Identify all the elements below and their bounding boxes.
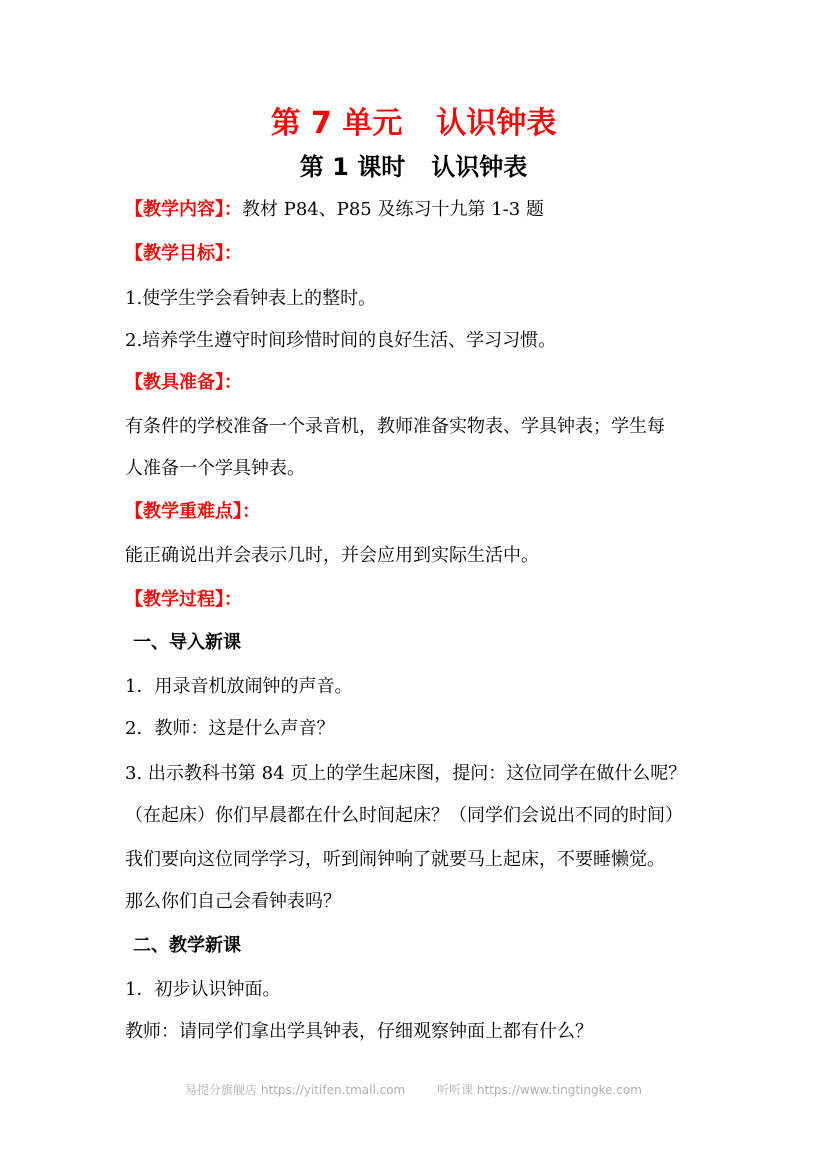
part-1-heading: 一、导入新课 [133, 632, 241, 653]
tools-heading: 【教具准备】： [125, 372, 242, 393]
content-heading: 【教学内容】： [125, 199, 242, 220]
goal-2: 2.培养学生遵守时间珍惜时间的良好生活、学习习惯。 [125, 330, 557, 351]
lesson-title [0, 152, 827, 182]
part-1-step-3-line-3: 我们要向这位同学学习，听到闹钟响了就要马上起床，不要睡懒觉。 [125, 849, 665, 870]
goal-1: 1.使学生学会看钟表上的整时。 [125, 288, 377, 309]
unit-title [0, 106, 827, 142]
focus-text: 能正确说出并会表示几时，并会应用到实际生活中。 [125, 545, 539, 566]
process-heading: 【教学过程】： [125, 589, 242, 610]
focus-heading: 【教学重难点】： [125, 501, 260, 522]
content-line [125, 198, 544, 222]
footer-watermark [0, 1082, 827, 1098]
lesson-number: 第 1 课时 [299, 153, 406, 181]
content-text: 教材 P84、P85 及练习十九第 1-3 题 [242, 199, 544, 220]
tools-line-1: 有条件的学校准备一个录音机，教师准备实物表、学具钟表；学生每 [125, 416, 665, 437]
goals-heading: 【教学目标】： [125, 243, 242, 264]
part-2-heading: 二、教学新课 [133, 935, 241, 956]
part-2-step-1-text: 教师：请同学们拿出学具钟表，仔细观察钟面上都有什么？ [125, 1021, 593, 1042]
footer-left-link[interactable]: 易提分旗舰店 https://yitifen.tmall.com [185, 1083, 406, 1097]
unit-name: 认识钟表 [436, 106, 557, 141]
part-1-step-1: 1．用录音机放闹钟的声音。 [125, 676, 353, 697]
part-1-step-3-line-1: 3. 出示教科书第 84 页上的学生起床图，提问：这位同学在做什么呢？ [125, 763, 687, 784]
footer-right-link[interactable]: 听听课 https://www.tingtingke.com [437, 1083, 642, 1097]
part-1-step-3-line-2: （在起床）你们早晨都在什么时间起床？（同学们会说出不同的时间） [125, 805, 683, 826]
tools-line-2: 人准备一个学具钟表。 [125, 458, 305, 479]
part-1-step-3-line-4: 那么你们自己会看钟表吗？ [125, 891, 341, 912]
part-2-step-1: 1．初步认识钟面。 [125, 979, 281, 1000]
lesson-name: 认识钟表 [431, 153, 528, 181]
unit-number: 第 7 单元 [270, 106, 403, 141]
part-1-step-2: 2．教师：这是什么声音？ [125, 718, 335, 739]
